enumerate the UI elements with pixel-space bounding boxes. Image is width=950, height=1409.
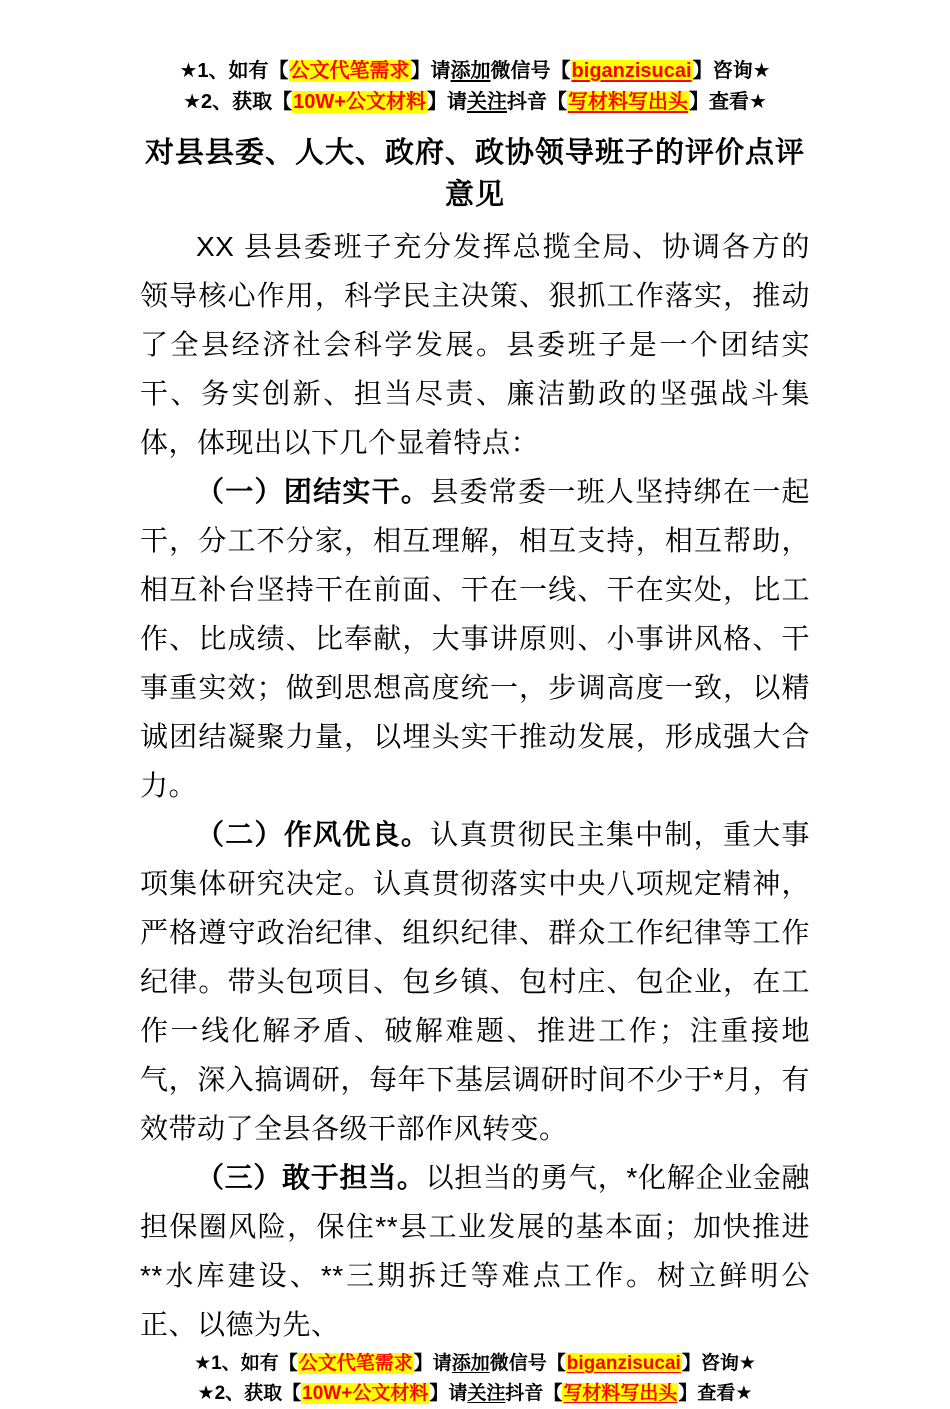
text-run: 】咨询★ xyxy=(692,60,771,82)
paragraph xyxy=(140,467,810,810)
text-run: ★2、获取【 xyxy=(197,1383,302,1404)
text-run: 微信号【 xyxy=(490,60,571,82)
document-title: 对县县委、人大、政府、政协领导班子的评价点评意见 xyxy=(144,137,805,211)
text-run: 认真贯彻民主集中制，重大事项集体研究决定。认真贯彻落实中央八项规定精神，严格遵守政治纪律、组织纪律、群众工作纪律等工作纪律。带头包项目、包乡镇、包村庄、包企业，在工作一线化解矛盾、破解难题、推进工作；注重接地气，深入搞调研，每年下基层调研时间不少于*月，有效带动了全县各级干部作风转变。 xyxy=(140,819,810,1144)
promo-footer-line-2 xyxy=(140,1379,810,1409)
text-run: 】请 xyxy=(426,91,467,113)
text-run: 以担当的勇气，*化解企业金融担保圈风险，保住**县工业发展的基本面；加快推进**水库建设、**三期拆迁等难点工作。树立鲜明公正、以德为先、 xyxy=(140,1162,810,1340)
text-run: 写材料写出头 xyxy=(567,91,688,113)
text-run: 公文代笔需求 xyxy=(298,1353,413,1374)
promo-header-line-2 xyxy=(140,87,810,118)
text-run: ★2、获取【 xyxy=(183,91,293,113)
text-run: （三）敢于担当。 xyxy=(196,1162,426,1193)
promo-footer-line-1 xyxy=(140,1349,810,1379)
text-run: 抖音【 xyxy=(505,1383,563,1404)
promo-header xyxy=(140,56,810,118)
text-run: 微信号【 xyxy=(489,1353,566,1374)
text-run: 添加 xyxy=(451,1353,490,1374)
promo-footer xyxy=(140,1349,810,1409)
text-run: 10W+公文材料 xyxy=(302,1383,429,1404)
text-run: 添加 xyxy=(450,60,491,82)
text-run: ★1、如有【 xyxy=(179,60,289,82)
paragraph xyxy=(140,1153,810,1349)
text-run: 10W+公文材料 xyxy=(293,91,426,113)
text-run: （二）作风优良。 xyxy=(196,819,431,850)
text-run: 县委常委一班人坚持绑在一起干，分工不分家，相互理解，相互支持，相互帮助，相互补台坚持干在前面、干在一线、干在实处，比工作、比成绩、比奉献，大事讲原则、小事讲风格、干事重实效；做到思想高度统一，步调高度一致，以精诚团结凝聚力量，以埋头实干推动发展，形成强大合力。 xyxy=(140,476,810,801)
text-run: XX 县县委班子充分发挥总揽全局、协调各方的领导核心作用，科学民主决策、狠抓工作落实，推动了全县经济社会科学发展。县委班子是一个团结实干、务实创新、担当尽责、廉洁勤政的坚强战斗集体，体现出以下几个显着特点： xyxy=(140,231,810,458)
text-run: 】查看★ xyxy=(678,1383,753,1404)
text-run: （一）团结实干。 xyxy=(196,476,431,507)
text-run: 】请 xyxy=(429,1383,468,1404)
text-run: 】咨询★ xyxy=(681,1353,756,1374)
text-run: 写材料写出头 xyxy=(563,1383,678,1404)
text-run: 公文代笔需求 xyxy=(289,60,410,82)
text-run: 关注 xyxy=(467,1383,506,1404)
text-run: biganzisucai xyxy=(566,1353,681,1374)
promo-header-line-1 xyxy=(140,56,810,87)
text-run: 】查看★ xyxy=(688,91,767,113)
text-run: ★1、如有【 xyxy=(194,1353,298,1374)
paragraph xyxy=(140,810,810,1153)
paragraph xyxy=(140,222,810,467)
text-run: 】请 xyxy=(413,1353,452,1374)
text-run: biganzisucai xyxy=(571,60,692,82)
document-body xyxy=(140,222,810,1349)
text-run: 】请 xyxy=(410,60,451,82)
text-run: 关注 xyxy=(466,91,507,113)
text-run: 抖音【 xyxy=(506,91,567,113)
